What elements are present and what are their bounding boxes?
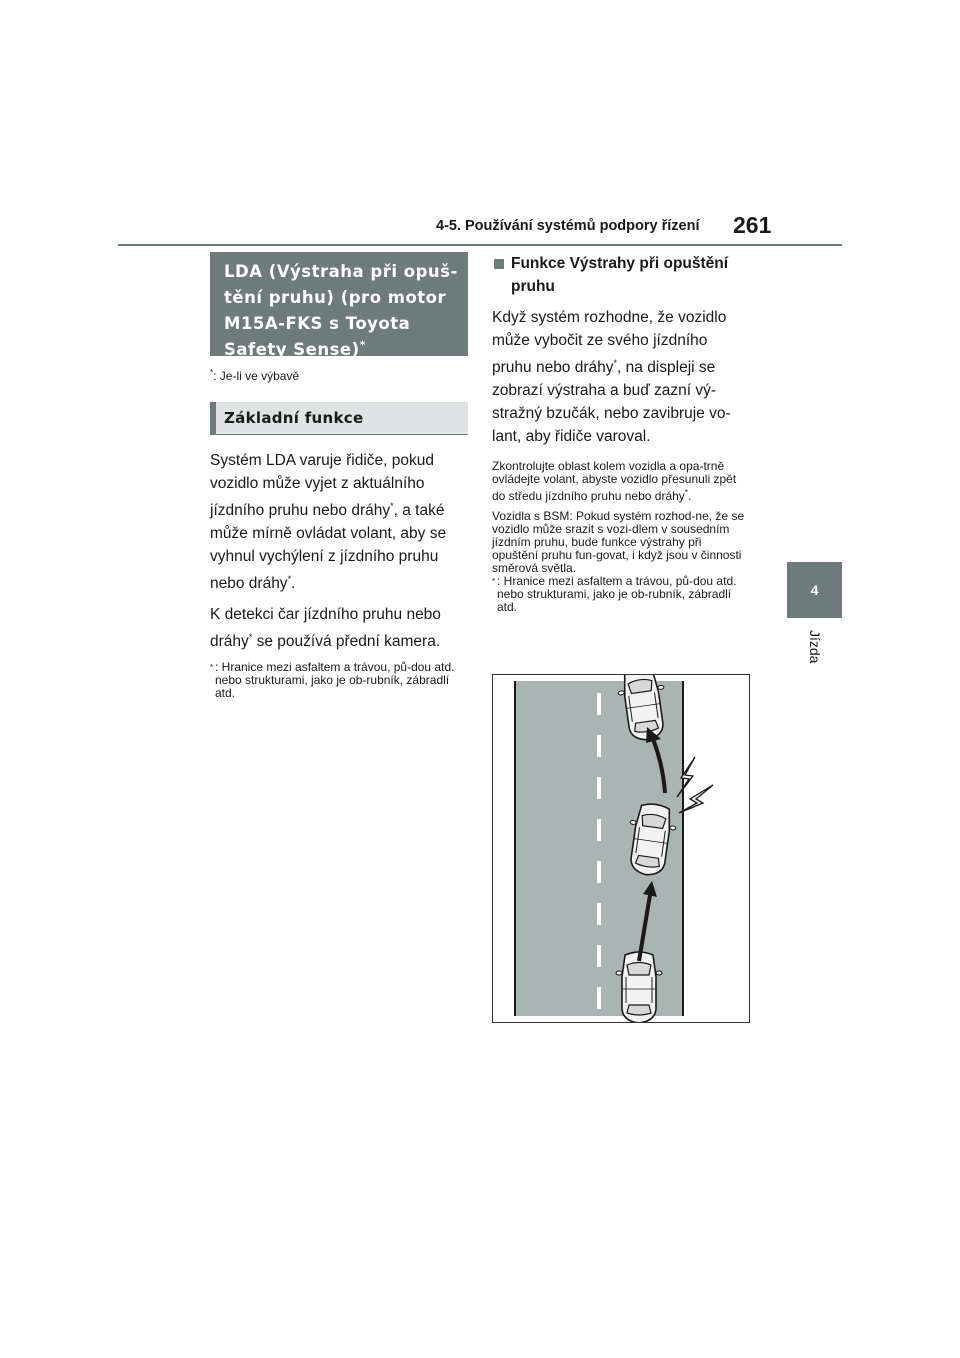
page-number: 261 (733, 212, 772, 238)
footnote-mark: * (210, 368, 214, 377)
lane-departure-figure (492, 674, 750, 1023)
paragraph-1-part-3: . (291, 575, 296, 593)
footnote-mark: * (492, 577, 496, 587)
right-paragraph-1-part-2: , na displeji se zobrazí výstraha a buď zazní vý-stražný bzučák, nebo zavibruje vo-lant, aby řidiče varoval. (492, 359, 731, 446)
chapter-tab[interactable] (787, 562, 842, 618)
warning-lightning-icon-2 (679, 785, 713, 813)
footnote-mark: * (684, 488, 688, 498)
lane-departure-illustration (493, 675, 749, 1022)
main-heading-line-3: M15A-FKS s Toyota (224, 314, 411, 333)
heading-square-icon (494, 259, 504, 269)
footnote-boundary (210, 661, 468, 700)
right-note-1 (492, 460, 750, 503)
footnote-mark: * (210, 663, 214, 673)
paragraph-2-part-1: K detekci čar jízdního pruhu nebo dráhy (210, 606, 441, 651)
footnote-mark: * (613, 358, 618, 368)
right-note-1-part-2: . (687, 489, 692, 504)
availability-note-text: : Je-li ve výbavě (213, 369, 300, 383)
footnote-mark: * (248, 632, 253, 643)
sub-heading-basic-function (210, 402, 468, 435)
main-heading (210, 252, 468, 359)
right-paragraph-1-part-1: Když systém rozhodne, že vozidlo může vybočit ze svého jízdního pruhu nebo dráhy (492, 309, 727, 377)
right-footnote-boundary (492, 575, 750, 614)
sub-heading-text: Základní funkce (224, 409, 364, 427)
right-note-2: Vozidla s BSM: Pokud systém rozhod-ne, že se vozidlo může srazit s vozi-dlem v sousedním jízdním pruhu, bude funkce výstrahy při opuštění pruhu fun-govat, i když jsou v činnosti směrová světla. (492, 509, 745, 576)
chapter-number: 4 (810, 582, 819, 598)
footnote-mark: * (287, 574, 292, 585)
paragraph-1-part-2: , a také může mírně ovládat volant, aby se vyhnul vychýlení z jízdního pruhu nebo dráhy (210, 502, 447, 593)
main-heading-line-1: LDA (Výstraha při opuš- (224, 262, 458, 281)
right-column (492, 252, 750, 614)
paragraph-1 (210, 449, 468, 595)
paragraph-2 (210, 603, 468, 653)
main-heading-line-4: Safety Sense) (224, 340, 360, 359)
footnote-boundary-text: : Hranice mezi asfaltem a trávou, pů-dou atd. nebo strukturami, jako je ob-rubník, zábradlí atd. (215, 660, 455, 701)
footnote-mark: * (359, 338, 366, 352)
right-heading-text: Funkce Výstrahy při opuštění pruhu (511, 255, 729, 295)
chapter-label: Jízda (807, 630, 823, 664)
right-note-1-part-1: Zkontrolujte oblast kolem vozidla a opa-trně ovládejte volant, abyste vozidlo přesunuli zpět do středu jízdního pruhu nebo dráhy (492, 459, 737, 504)
paragraph-2-part-2: se používá přední kamera. (252, 633, 441, 651)
right-heading (492, 252, 750, 298)
header-section-title: 4-5. Používání systémů podpory řízení (436, 218, 700, 234)
availability-note (210, 366, 468, 383)
left-column (210, 252, 468, 700)
right-footnote-boundary-text: : Hranice mezi asfaltem a trávou, pů-dou atd. nebo strukturami, jako je ob-rubník, zábradlí atd. (497, 574, 737, 615)
header-divider (118, 244, 842, 246)
paragraph-1-part-1: Systém LDA varuje řidiče, pokud vozidlo může vyjet z aktuálního jízdního pruhu nebo dráhy (210, 452, 434, 520)
main-heading-line-2: tění pruhu) (pro motor (224, 288, 447, 307)
right-paragraph-1 (492, 306, 750, 448)
footnote-mark: * (390, 501, 394, 511)
